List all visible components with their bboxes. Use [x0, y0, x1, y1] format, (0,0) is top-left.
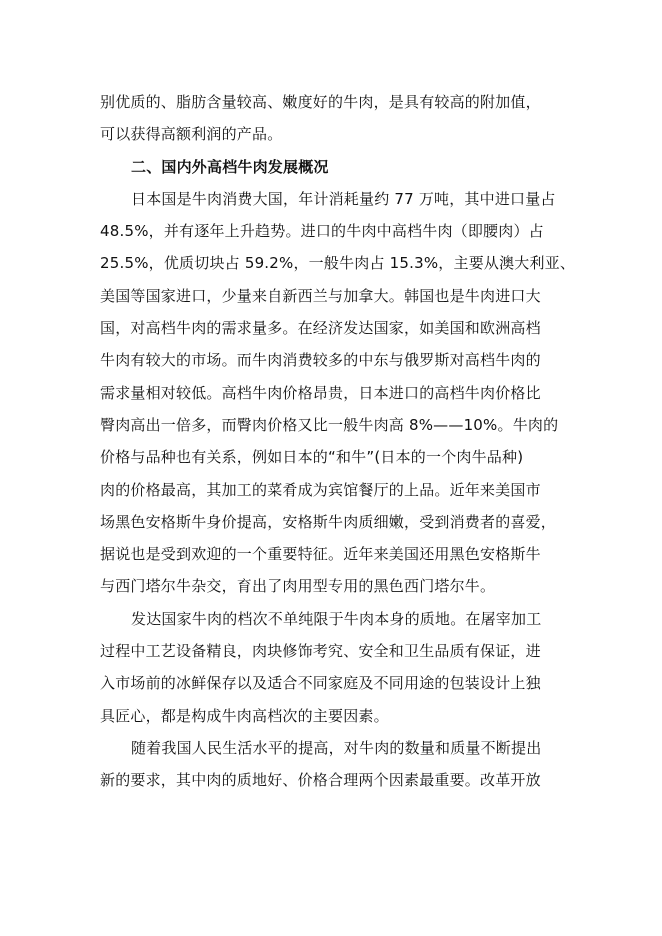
text-line: 价格与品种也有关系，例如日本的“和牛”(日本的一个肉牛品种)	[100, 448, 524, 467]
text-line: 入市场前的冰鲜保存以及适合不同家庭及不同用途的包装设计上独	[100, 674, 541, 693]
body-text	[100, 86, 576, 797]
text-line: 牛肉有较大的市场。而牛肉消费较多的中东与俄罗斯对高档牛肉的	[100, 351, 541, 370]
text-line: 场黑色安格斯牛身价提高，安格斯牛肉质细嫩，受到消费者的喜爱，	[100, 512, 557, 531]
text-line: 日本国是牛肉消费大国，年计消耗量约 77 万吨，其中进口量占	[131, 189, 556, 208]
text-line: 别优质的、脂肪含量较高、嫩度好的牛肉，是具有较高的附加值，	[100, 93, 541, 111]
text-line: 可以获得高额利润的产品。	[100, 125, 283, 144]
text-line: 国，对高档牛肉的需求量多。在经济发达国家，如美国和欧洲高档	[100, 319, 541, 338]
section-heading: 二、国内外高档牛肉发展概况	[131, 157, 329, 176]
text-line: 臀肉高出一倍多，而臀肉价格又比一般牛肉高 8%——10%。牛肉的	[100, 415, 559, 434]
text-line: 肉的价格最高，其加工的菜肴成为宾馆餐厅的上品。近年来美国市	[100, 480, 541, 499]
text-line: 过程中工艺设备精良，肉块修饰考究、安全和卫生品质有保证，进	[100, 642, 541, 661]
text-line: 美国等国家进口，少量来自新西兰与加拿大。韩国也是牛肉进口大	[100, 286, 541, 305]
text-line: 48.5%，并有逐年上升趋势。进口的牛肉中高档牛肉（即腰肉）占	[100, 222, 544, 241]
text-line: 随着我国人民生活水平的提高，对牛肉的数量和质量不断提出	[131, 738, 542, 757]
text-line: 与西门塔尔牛杂交，育出了肉用型专用的黑色西门塔尔牛。	[100, 577, 496, 596]
text-line: 25.5%，优质切块占 59.2%，一般牛肉占 15.3%，主要从澳大利亚、	[100, 254, 576, 273]
text-line: 具匠心，都是构成牛肉高档次的主要因素。	[100, 706, 389, 725]
text-line: 需求量相对较低。高档牛肉价格昂贵，日本进口的高档牛肉价格比	[100, 383, 541, 402]
text-line: 新的要求，其中肉的质地好、价格合理两个因素最重要。改革开放	[100, 771, 541, 790]
text-line: 据说也是受到欢迎的一个重要特征。近年来美国还用黑色安格斯牛	[100, 545, 541, 564]
text-line: 发达国家牛肉的档次不单纯限于牛肉本身的质地。在屠宰加工	[131, 609, 542, 628]
